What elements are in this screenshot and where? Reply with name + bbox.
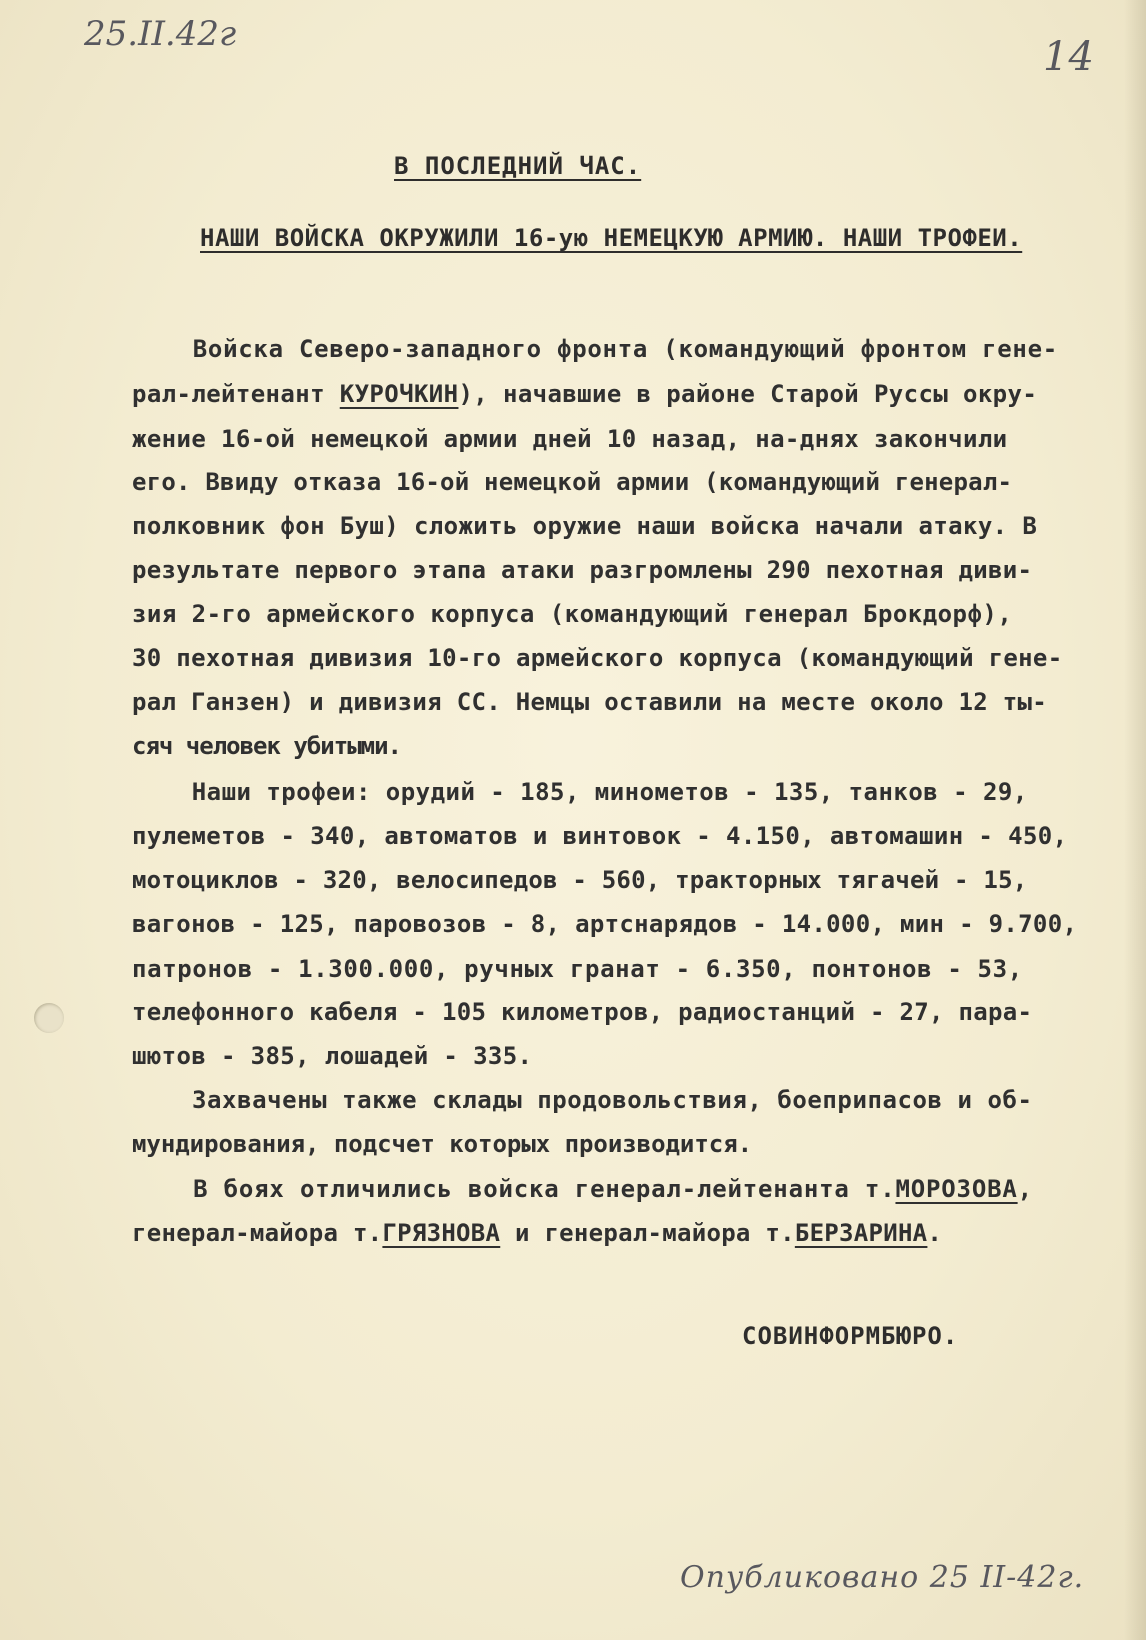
body-line: рал Ганзен) и дивизия СС. Немцы оставили на месте около 12 ты- (132, 688, 1048, 716)
punch-hole (34, 1003, 64, 1033)
underlined-name: ГРЯЗНОВА (382, 1219, 501, 1247)
body-line: мотоциклов - 320, велосипедов - 560, тракторных тягачей - 15, (132, 866, 1028, 894)
underlined-name: МОРОЗОВА (895, 1175, 1018, 1203)
body-line: Войска Северо-западного фронта (командующий фронтом гене- (132, 335, 1058, 363)
body-line: патронов - 1.300.000, ручных гранат - 6.350, понтонов - 53, (132, 955, 1023, 983)
body-line: телефонного кабеля - 105 километров, радиостанций - 27, пара- (132, 998, 1033, 1026)
body-line: жение 16-ой немецкой армии дней 10 назад, на-днях закончили (132, 425, 1008, 453)
underlined-name: КУРОЧКИН (339, 380, 459, 408)
body-line: рал-лейтенант КУРОЧКИН), начавшие в районе Старой Руссы окру- (132, 380, 1038, 408)
body-line: вагонов - 125, паровозов - 8, артснарядов - 14.000, мин - 9.700, (132, 910, 1078, 938)
body-line: сяч человек убитыми. (132, 732, 401, 760)
body-line: Захвачены также склады продовольствия, боеприпасов и об- (132, 1086, 1033, 1114)
handwritten-published-note: Опубликовано 25 II-42г. (680, 1560, 1085, 1595)
body-line: зия 2-го армейского корпуса (командующий генерал Брокдорф), (132, 600, 1013, 628)
body-line: его. Ввиду отказа 16-ой немецкой армии (командующий генерал- (132, 468, 1013, 496)
body-line: В боях отличились войска генерал-лейтенанта т.МОРОЗОВА, (132, 1175, 1033, 1203)
body-line: шютов - 385, лошадей - 335. (132, 1042, 533, 1070)
document-title: В ПОСЛЕДНИЙ ЧАС. (394, 152, 642, 180)
handwritten-page-number: 14 (1043, 34, 1094, 80)
page-edge-shadow (1124, 0, 1146, 1640)
underlined-name: БЕРЗАРИНА (794, 1219, 928, 1247)
handwritten-date: 25.II.42г (84, 14, 237, 54)
document-subtitle: НАШИ ВОЙСКА ОКРУЖИЛИ 16-ую НЕМЕЦКУЮ АРМИЮ. НАШИ ТРОФЕИ. (200, 224, 1023, 252)
body-line: 30 пехотная дивизия 10-го армейского корпуса (командующий гене- (132, 644, 1063, 672)
body-line: Наши трофеи: орудий - 185, минометов - 135, танков - 29, (132, 778, 1028, 806)
body-line: мундирования, подсчет которых производится. (132, 1130, 753, 1158)
body-line: полковник фон Буш) сложить оружие наши войска начали атаку. В (132, 512, 1038, 540)
body-line: генерал-майора т.ГРЯЗНОВА и генерал-майора т.БЕРЗАРИНА. (132, 1219, 943, 1247)
body-line: результате первого этапа атаки разгромлены 290 пехотная диви- (132, 556, 1033, 584)
body-line: пулеметов - 340, автоматов и винтовок - 4.150, автомашин - 450, (132, 822, 1068, 850)
signature: СОВИНФОРМБЮРО. (742, 1322, 959, 1350)
